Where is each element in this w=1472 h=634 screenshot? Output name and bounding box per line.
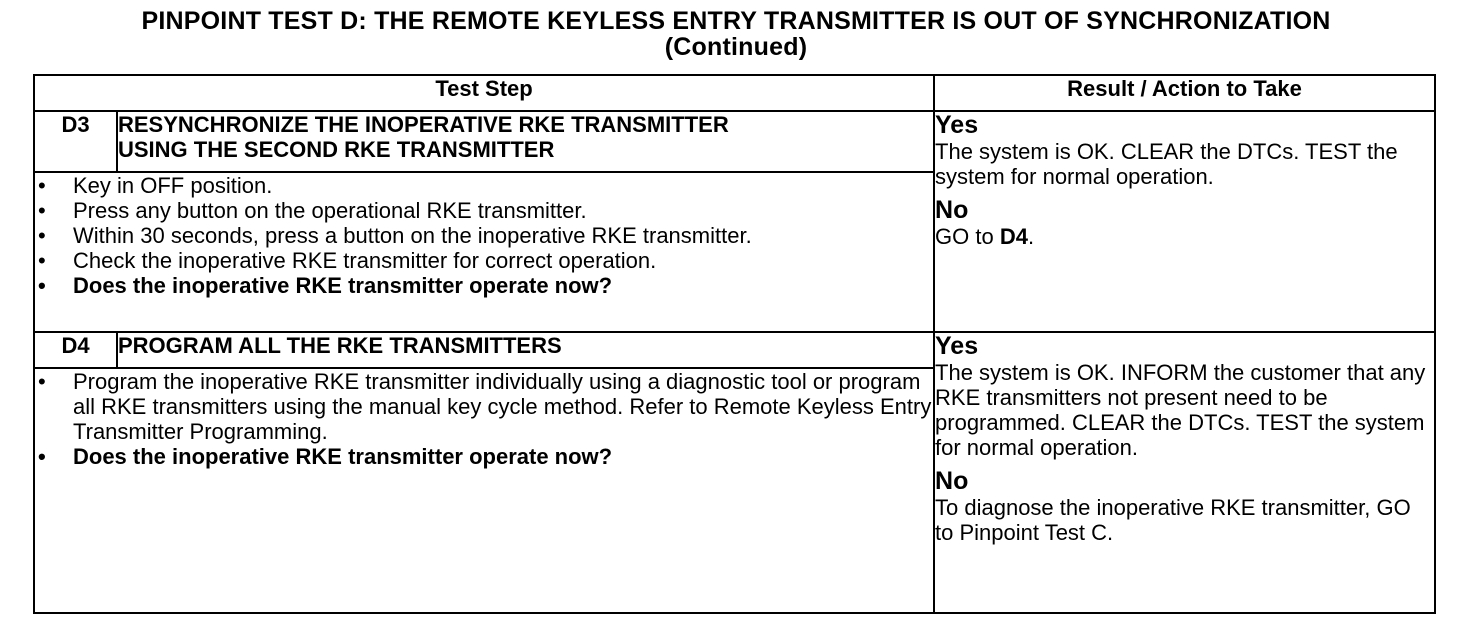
bullet-icon: • [38, 223, 46, 248]
page-title: PINPOINT TEST D: THE REMOTE KEYLESS ENTRY TRANSMITTER IS OUT OF SYNCHRONIZATION [141, 7, 1331, 35]
step-d4-title [117, 332, 934, 368]
step-d4-results [934, 332, 1435, 613]
step-d4-title-row [34, 332, 1435, 368]
bullet-icon: • [38, 444, 46, 469]
step-d4-yes-text: The system is OK. INFORM the customer that any RKE transmitters not present need to be programmed. CLEAR the DTCs. TEST the system for normal operation. [935, 360, 1426, 460]
result-action-header: Result / Action to Take [934, 75, 1435, 111]
pinpoint-test-table [33, 74, 1436, 614]
step-d3-title-line: RESYNCHRONIZE THE INOPERATIVE RKE TRANSMITTER [118, 112, 729, 137]
bullet-icon: • [38, 198, 46, 223]
step-d3-yes-text: The system is OK. CLEAR the DTCs. TEST the system for normal operation. [935, 139, 1398, 189]
step-d3-no-label: No [935, 196, 969, 224]
step-d4-link[interactable]: D4 [999, 224, 1028, 249]
step-d4-title-line: PROGRAM ALL THE RKE TRANSMITTERS [118, 333, 562, 358]
bullet-icon: • [38, 173, 46, 198]
test-step-header: Test Step [34, 75, 934, 111]
step-d3-no-suffix: . [1027, 224, 1035, 249]
page-subtitle: (Continued) [664, 33, 808, 61]
bullet-icon: • [38, 248, 46, 273]
step-d3-id: D3 [34, 111, 117, 172]
step-d3-body [34, 172, 934, 332]
list-item: • Press any button on the operational RKE transmitter. [38, 198, 587, 223]
list-item-question: • Does the inoperative RKE transmitter operate now? [38, 273, 613, 298]
step-d4-id: D4 [34, 332, 117, 368]
list-item-question: • Does the inoperative RKE transmitter operate now? [38, 444, 613, 469]
step-d3-title-row [34, 111, 1435, 172]
list-item: • Check the inoperative RKE transmitter for correct operation. [38, 248, 657, 273]
step-d3-title [117, 111, 934, 172]
step-d3-title-line: USING THE SECOND RKE TRANSMITTER [118, 137, 555, 162]
list-item: • Program the inoperative RKE transmitter individually using a diagnostic tool or program all RKE transmitters using the manual key cycle method. Refer to Remote Keyless Entry Transmitter Programming. [38, 369, 932, 444]
step-d3-results [934, 111, 1435, 332]
step-d4-bullet-list [35, 369, 933, 469]
bullet-icon: • [38, 273, 46, 298]
list-item: • Key in OFF position. [38, 173, 273, 198]
step-d4-no-text: To diagnose the inoperative RKE transmitter, GO to Pinpoint Test C. [935, 495, 1411, 545]
step-d4-body [34, 368, 934, 613]
step-d3-bullet-list [35, 173, 933, 298]
step-d3-yes-label: Yes [935, 111, 979, 139]
step-d4-no-label: No [935, 467, 969, 495]
list-item: • Within 30 seconds, press a button on the inoperative RKE transmitter. [38, 223, 752, 248]
table-header-row [34, 75, 1435, 111]
step-d4-yes-label: Yes [935, 332, 979, 360]
step-d3-no-prefix: GO to [935, 224, 1000, 249]
step-d3-no-text [935, 224, 1434, 249]
bullet-icon: • [38, 369, 46, 394]
